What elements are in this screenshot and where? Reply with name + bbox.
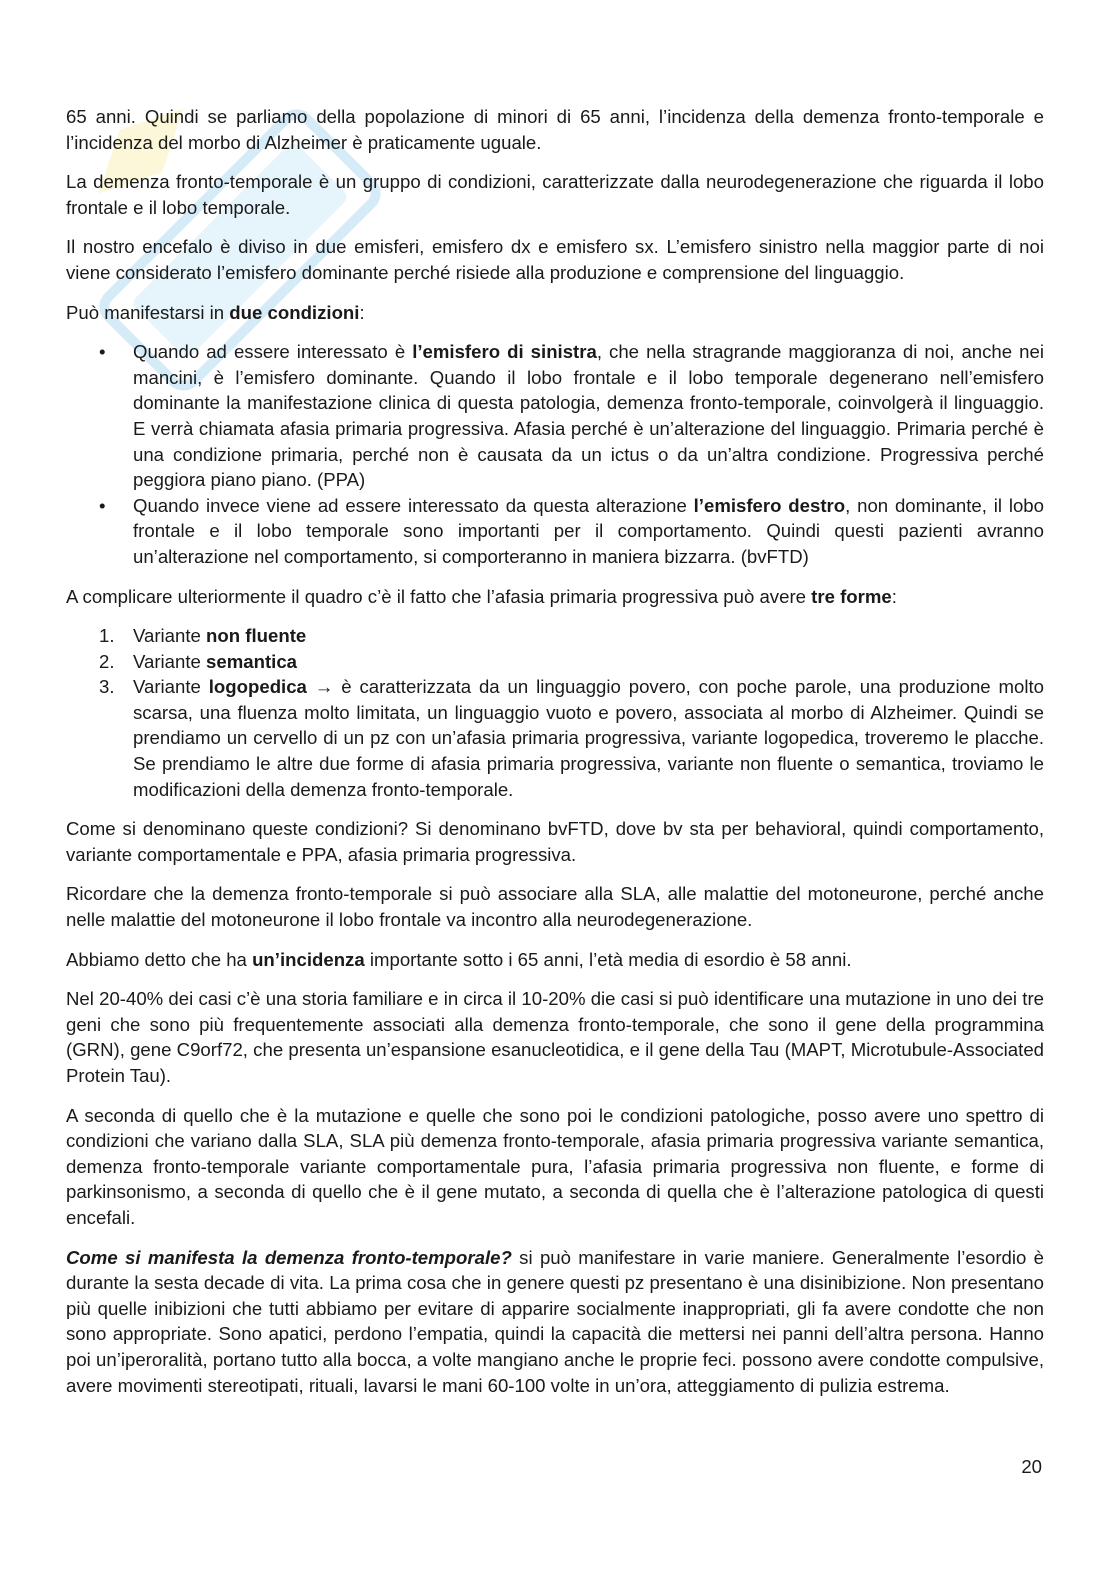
list-item: [66, 493, 1044, 570]
bold-run: un’incidenza: [252, 948, 365, 970]
paragraph-6: Come si denominano queste condizioni? Si denominano bvFTD, dove bv sta per behavioral, quindi comportamento, variante comportamentale e PPA, afasia primaria progressiva.: [66, 818, 1044, 865]
paragraph-8: [66, 947, 1044, 973]
question-lead: Come si manifesta la demenza fronto-temporale?: [66, 1246, 512, 1268]
text-run: Variante: [133, 625, 207, 647]
paragraph-5: [66, 584, 1044, 610]
text-run: Quando ad essere interessato è: [133, 341, 413, 363]
bold-run: logopedica: [208, 676, 307, 698]
paragraph-9: Nel 20-40% dei casi c’è una storia familiare e in circa il 10-20% die casi si può identificare una mutazione in uno dei tre geni che sono più frequentemente associati alla demenza fronto-temporale, che sono il gene della programmina (GRN), gene C9orf72, che presenta un’espansione esanucleotidica, e il gene della Tau (MAPT, Microtubule-Associated Protein Tau).: [66, 988, 1044, 1086]
paragraph-4: [66, 300, 1044, 326]
bold-run: semantica: [206, 650, 298, 672]
paragraph-7: Ricordare che la demenza fronto-temporale si può associare alla SLA, alle malattie del motoneurone, perché anche nelle malattie del motoneurone il lobo frontale va incontro alla neurodegenerazione.: [66, 883, 1044, 931]
text-run: Quando invece viene ad essere interessato da questa alterazione: [133, 494, 694, 516]
text-run: :: [359, 301, 365, 323]
numbered-list: [66, 623, 1044, 802]
text-run: , che nella stragrande maggioranza di noi, anche nei mancini, è l’emisfero dominante. Quando il lobo frontale e il lobo temporale degenerano nell’emisfero dominante la manifestazione clinica di questa patologia, demenza fronto-temporale, coinvolgerà il linguaggio. E verrà chiamata afasia primaria progressiva. Afasia perché è un’alterazione del linguaggio. Primaria perché è una condizione primaria, perché non è causata da un ictus o da un’altra condizione. Progressiva perché peggiora piano piano. (PPA): [133, 341, 1044, 491]
text-run: , non dominante, il lobo frontale e il lobo temporale sono importanti per il comportamento. Quindi questi pazienti avranno un’alterazione nel comportamento, si comporteranno in maniera bizzarra. (bvFTD): [133, 494, 1044, 567]
paragraph-1: 65 anni. Quindi se parliamo della popolazione di minori di 65 anni, l’incidenza della demenza fronto-temporale e l’incidenza del morbo di Alzheimer è praticamente uguale.: [66, 106, 1044, 153]
bold-run: l’emisfero di sinistra: [412, 341, 597, 363]
text-run: Variante: [133, 676, 209, 698]
bold-run: non fluente: [206, 625, 307, 647]
document-body: [66, 104, 1044, 1412]
bold-run: tre forme: [811, 585, 892, 607]
text-run: Variante: [133, 650, 207, 672]
text-run: si può manifestare in varie maniere. Generalmente l’esordio è durante la sesta decade di vita. La prima cosa che in genere questi pz presentano è una disinibizione. Non presentano più quelle inibizioni che tutti abbiamo per evitare di apparire socialmente inappropriati, gli fa avere condotte che non sono appropriate. Sono apatici, perdono l’empatia, quindi la capacità die mettersi nei panni dell’altra persona. Hanno poi un’iperoralità, portano tutto alla bocca, a volte mangiano anche le proprie feci. possono avere condotte compulsive, avere movimenti stereotipati, rituali, lavarsi le mani 60-100 volte in un’ora, atteggiamento di pulizia estrema.: [66, 1246, 1044, 1396]
text-run: Può manifestarsi in: [66, 301, 230, 323]
paragraph-3: Il nostro encefalo è diviso in due emisferi, emisfero dx e emisfero sx. L’emisfero sinistro nella maggior parte di noi viene considerato l’emisfero dominante perché risiede alla produzione e comprensione del linguaggio.: [66, 236, 1044, 283]
bullet-icon: •: [99, 494, 106, 516]
page-number: 20: [1021, 1456, 1042, 1477]
list-number: 3.: [99, 676, 115, 698]
paragraph-10: A seconda di quello che è la mutazione e quelle che sono poi le condizioni patologiche, posso avere uno spettro di condizioni che variano dalla SLA, SLA più demenza fronto-temporale, afasia primaria progressiva variante semantica, demenza fronto-temporale variante comportamentale pura, l’afasia primaria progressiva non fluente, e forme di parkinsonismo, a seconda di quello che è il gene mutato, a seconda di quella che è l’alterazione patologica di questi encefali.: [66, 1104, 1044, 1228]
bullet-list: [66, 339, 1044, 569]
text-run: importante sotto i 65 anni, l’età media di esordio è 58 anni.: [364, 948, 852, 970]
list-item: [66, 339, 1044, 493]
paragraph-2: La demenza fronto-temporale è un gruppo di condizioni, caratterizzate dalla neurodegenerazione che riguarda il lobo frontale e il lobo temporale.: [66, 171, 1044, 218]
list-item: [66, 623, 1044, 649]
list-number: 2.: [99, 650, 115, 672]
text-run: → è caratterizzata da un linguaggio povero, con poche parole, una produzione molto scarsa, una fluenza molto limitata, un linguaggio vuoto e povero, associata al morbo di Alzheimer. Quindi se prendiamo un cervello di un pz con un’afasia primaria progressiva, variante logopedica, troveremo le placche. Se prendiamo le altre due forme di afasia primaria progressiva, variante non fluente o semantica, troviamo le modificazioni della demenza fronto-temporale.: [133, 676, 1044, 800]
bullet-icon: •: [99, 341, 106, 363]
list-item: [66, 674, 1044, 802]
paragraph-11: [66, 1245, 1044, 1399]
text-run: A complicare ulteriormente il quadro c’è il fatto che l’afasia primaria progressiva può avere: [66, 585, 812, 607]
text-run: :: [891, 585, 897, 607]
bold-run: l’emisfero destro: [693, 494, 846, 516]
text-run: Abbiamo detto che ha: [66, 948, 253, 970]
list-item: [66, 649, 1044, 675]
bold-run: due condizioni: [229, 301, 360, 323]
list-number: 1.: [99, 625, 115, 647]
